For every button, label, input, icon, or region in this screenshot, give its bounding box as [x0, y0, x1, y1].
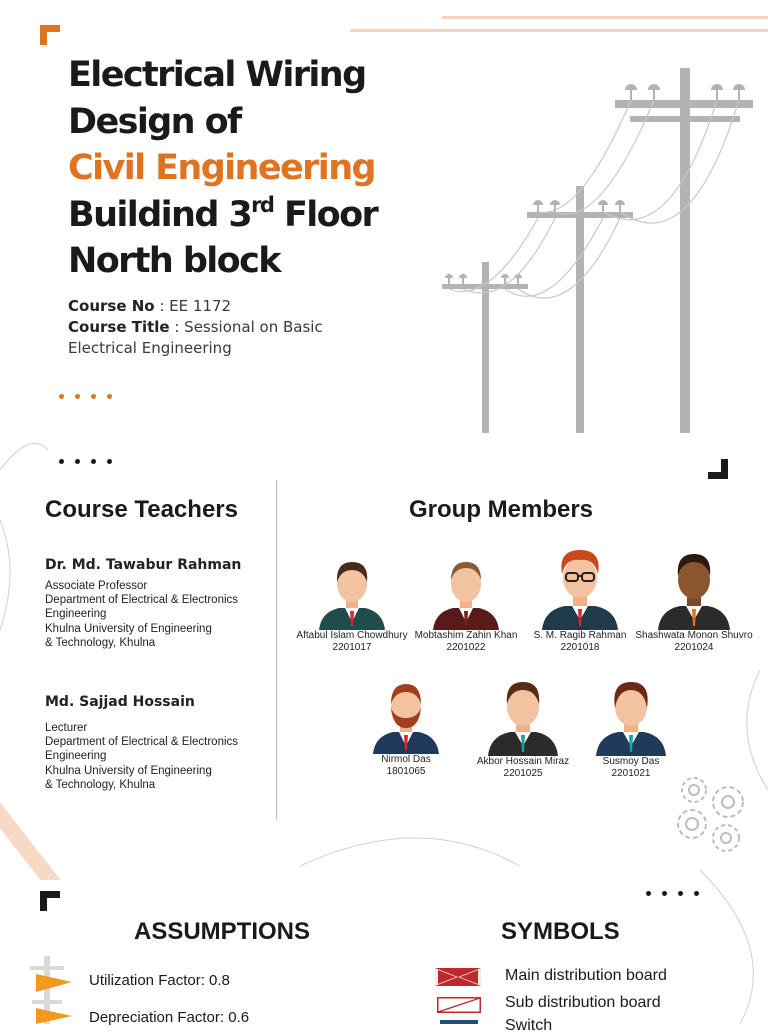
- symbol-label: Sub distribution board: [505, 994, 661, 1011]
- member-id: 2201021: [611, 768, 651, 779]
- document-title: [68, 52, 377, 285]
- title-line-1: Electrical Wiring: [68, 55, 366, 95]
- teacher-name-2: Md. Sajjad Hossain: [45, 694, 195, 710]
- title-line-3-accent: Civil Engineering: [68, 148, 375, 188]
- course-title-value: : Sessional on Basic: [174, 318, 323, 336]
- course-title-label: Course Title: [68, 318, 170, 336]
- member-name: Akbor Hossain Miraz: [476, 756, 570, 767]
- dots-orange: [59, 394, 112, 399]
- course-title-value-2: Electrical Engineering: [68, 339, 232, 357]
- course-no-label: Course No: [68, 297, 155, 315]
- member-name: Nirmol Das: [381, 754, 431, 765]
- decor-arcs: [0, 430, 768, 1024]
- course-no-value: : EE 1172: [159, 297, 232, 315]
- teacher-name-1: Dr. Md. Tawabur Rahman: [45, 557, 242, 573]
- member-id: 1801065: [386, 766, 426, 777]
- symbols-heading: SYMBOLS: [501, 918, 620, 945]
- course-info: [68, 296, 323, 359]
- corner-mark-top-left: [40, 25, 60, 45]
- assumptions-heading: ASSUMPTIONS: [134, 918, 311, 945]
- decor-line-top-1: [442, 16, 768, 19]
- assumption-item: Depreciation Factor: 0.6: [89, 1009, 250, 1026]
- group-members-heading: Group Members: [409, 496, 594, 523]
- member-id: 2201025: [503, 768, 543, 779]
- course-teachers-heading: Course Teachers: [45, 496, 238, 523]
- member-name: Aftabul Islam Chowdhury: [296, 630, 408, 641]
- symbol-label: Main distribution board: [505, 967, 667, 984]
- title-line-5: North block: [68, 241, 280, 281]
- sub-distribution-board-icon: [437, 997, 481, 1013]
- member-name: Mobtashim Zahin Khan: [414, 630, 518, 641]
- power-poles-illustration: [430, 60, 768, 435]
- assumption-item: Utilization Factor: 0.8: [89, 972, 230, 989]
- member-name: S. M. Ragib Rahman: [533, 630, 627, 641]
- member-id: 2201018: [560, 642, 600, 653]
- main-distribution-board-icon: [435, 968, 481, 986]
- teacher-info-2: Lecturer Department of Electrical & Electronics Engineering Khulna University of Engineering & Technology, Khulna: [45, 722, 239, 791]
- member-id: 2201022: [446, 642, 486, 653]
- title-line-4: Buildind 3rd Floor: [68, 192, 378, 235]
- member-id: 2201024: [674, 642, 714, 653]
- switch-icon: [440, 1020, 478, 1024]
- decor-line-top-2: [350, 29, 768, 32]
- teacher-info-1: Associate Professor Department of Electrical & Electronics Engineering Khulna University of Engineering & Technology, Khulna: [45, 580, 239, 649]
- title-line-2: Design of: [68, 101, 241, 142]
- symbol-label: Switch: [505, 1017, 553, 1034]
- pole-bullet-icon: [22, 956, 78, 1024]
- member-name: Susmoy Das: [602, 756, 660, 767]
- member-name: Shashwata Monon Shuvro: [635, 630, 753, 641]
- member-id: 2201017: [332, 642, 372, 653]
